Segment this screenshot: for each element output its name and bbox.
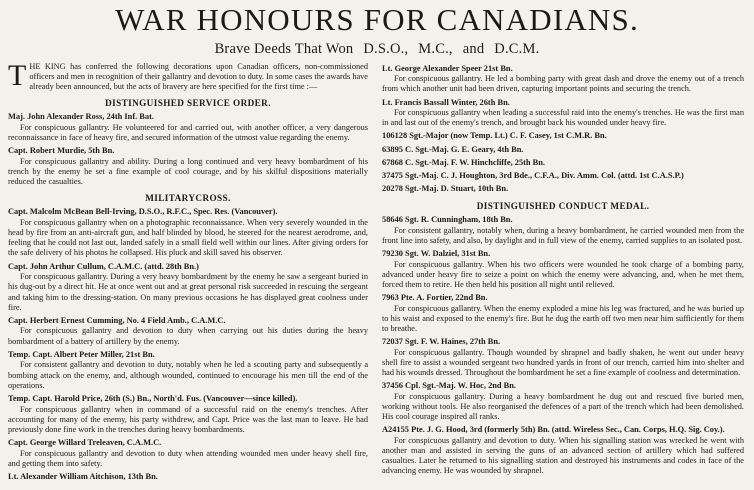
- entry-name: 37456 Cpl. Sgt.-Maj. W. Hoc, 2nd Bn.: [382, 381, 517, 391]
- entry-body: For conspicuous gallantry and ability. During a long continued and very heavy bombardment of his trench by the enemy he set a fine example of cool courage, and by his skilful dispositions materially reduced the casualties.: [8, 156, 368, 187]
- entry-body: For conspicuous gallantry. He led a bombing party with great dash and drove the enemy out of a trench from which another unit had been driven, capturing important points and securing the trench.: [382, 74, 744, 94]
- subhead-part-4: and: [462, 40, 485, 57]
- entry-body: For conspicuous gallantry when in command of a successful raid on the enemy's trenches. After accounting for many of the enemy, his party withdrew, and Capt. Price was the last man to leave. He had previously done fine work in the trenches during heavy bombardments.: [8, 404, 368, 434]
- entry-name: Capt. Robert Murdie, 5th Bn.: [8, 146, 115, 156]
- entry-name: Capt. Herbert Ernest Cumming, No. 4 Field Amb., C.A.M.C.: [8, 315, 226, 325]
- entry-name: 106128 Sgt.-Major (now Temp. Lt.) C. F. Casey, 1st C.M.R. Bn.: [382, 131, 607, 141]
- entry-body: For conspicuous gallantry and devotion to duty when carrying out his duties during the heavy bombardment of a battery of artillery by the enemy.: [8, 326, 368, 346]
- section-heading-dcm: DISTINGUISHED CONDUCT MEDAL.: [476, 200, 650, 211]
- entry-name: Temp. Capt. Harold Price, 26th (S.) Bn., North'd. Fus. (Vancouver—since killed).: [8, 393, 298, 403]
- entry-name: 37475 Sgt.-Maj. C. J. Houghton, 3rd Bde., C.F.A., Div. Amm. Col. (attd. 1st C.A.S.P.): [382, 171, 684, 181]
- entry-name: 7963 Pte. A. Fortier, 22nd Bn.: [382, 293, 488, 302]
- column-left: [8, 58, 368, 483]
- entry-name: Capt. Malcolm McBean Bell-Irving, D.S.O., R.F.C., Spec. Res. (Vancouver).: [8, 207, 278, 217]
- drop-cap: T: [8, 58, 27, 92]
- entry-body: For conspicuous gallantry when on a photographic reconnaissance. When very severely wounded in the head by fire from an anti-aircraft gun, and half blinded by blood, he steered for the nearest aerodrome, and, feeling that he could not last out, landed safely in a small field well within our lines. After giving orders for the safe delivery of his photos he collapsed. His pluck and skill saved his observer.: [8, 218, 368, 258]
- entry-body: For conspicuous gallantry. During a very heavy bombardment by the enemy he saw a sergeant buried in his dug-out by a direct hit. He at once went out and at great personal risk succeeded in rescuing the sergeant and taking him to the dressing-station. On many previous occasions he has displayed great coolness under fire.: [8, 272, 368, 312]
- entry-body: For consistent gallantry and devotion to duty, notably when he led a scouting party and subsequently a bombing attack on the enemy, and, although wounded, continued to encourage his men till the end of the operations.: [8, 360, 368, 390]
- page-headline: WAR HONOURS FOR CANADIANS.: [115, 2, 639, 37]
- entry-name: Maj. John Alexander Ross, 24th Inf. Bat.: [8, 112, 154, 122]
- entry-body: For conspicuous gallantry. During a heavy bombardment he dug out and rescued five buried men, working without tools. He also reorganised the defences of a part of the trench which had been demolished. His cool courage inspired all ranks.: [382, 391, 744, 422]
- entry-name: 67868 C. Sgt.-Maj. F. W. Hinchcliffe, 25th Bn.: [382, 157, 546, 167]
- entry-name: Lt. Alexander William Aitchison, 13th Bn.: [8, 471, 158, 481]
- entry-name: Temp. Capt. Albert Peter Miller, 21st Bn.: [8, 349, 155, 359]
- subhead-part-2: D.S.O.,: [363, 40, 409, 57]
- entry-name: 20278 Sgt.-Maj. D. Stuart, 10th Bn.: [382, 184, 509, 194]
- entry-name: Capt. John Arthur Cullum, C.A.M.C. (attd. 28th Bn.): [8, 261, 199, 271]
- entry-name: A24155 Pte. J. G. Hood, 3rd (formerly 5th) Bn. (attd. Wireless Sec., Can. Corps, H.Q. Sig. Coy.).: [382, 425, 725, 435]
- column-right: [382, 62, 744, 483]
- entry-name: Capt. George Willard Treleaven, C.A.M.C.: [8, 437, 162, 447]
- section-heading-dso: DISTINGUISHED SERVICE ORDER.: [105, 97, 271, 108]
- page-subheadline: [8, 41, 746, 58]
- entry-body: For conspicuous gallantry. Though wounded by shrapnel and badly shaken, he went out under heavy shell fire to assist a wounded sergeant two hundred yards in front of our trench, carried him into shelter and had his wounds dressed. Throughout the bombardment he set a fine example of coolness and determination.: [382, 347, 744, 378]
- entry-name: Lt. Francis Bassall Winter, 26th Bn.: [382, 97, 510, 107]
- entry-body: For conspicuous gallantry and devotion to duty when attending wounded men under heavy shell fire, and getting them into safety.: [8, 448, 368, 468]
- entry-body: For conspicuous gallantry when leading a successful raid into the enemy's trenches. He was the first man in and last out of the enemy's trench, and brought back his wounded under heavy fire.: [382, 108, 744, 128]
- entry-name: 58646 Sgt. R. Cunningham, 18th Bn.: [382, 214, 513, 224]
- entry-name: Lt. George Alexander Speer 21st Bn.: [382, 63, 513, 73]
- article-columns: [8, 58, 746, 483]
- entry-body: For conspicuous gallantry and devotion to duty. When his signalling station was wrecked he went with another man and assisted in serving the guns of an advanced section of artillery which had suffered casualties. Later he returned to his signalling station and destroyed his instruments and codes in face of the advancing enemy. He was wounded by shrapnel.: [382, 435, 744, 476]
- entry-name: 79230 Sgt. W. Dalziel, 31st Bn.: [382, 248, 491, 258]
- intro-text: HE KING has conferred the following decorations upon Canadian officers, non-commissioned officers and men in recognition of their gallantry and devotion to duty. In some cases the awards have already been announced, but the acts of bravery are here specified for the first time :—: [29, 61, 368, 91]
- entry-name: 72037 Sgt. F. W. Haines, 27th Bn.: [382, 337, 501, 347]
- subhead-part-1: Brave Deeds That Won: [214, 40, 354, 57]
- entry-body: For conspicuous gallantry. He volunteered for and carried out, with another officer, a very dangerous reconnaissance in face of heavy fire, and secured information of the utmost value regarding the enemy.: [8, 122, 368, 142]
- subhead-part-3: M.C.,: [418, 40, 453, 57]
- entry-body: For conspicuous gallantry. When the enemy exploded a mine his leg was fractured, and he was buried up to his waist and exposed to the enemy's fire. But he dug the earth off two men near him sufficiently for them to breathe.: [382, 303, 744, 333]
- subhead-part-5: D.C.M.: [494, 40, 540, 57]
- entry-body: For consistent gallantry, notably when, during a heavy bombardment, he carried wounded men from the front line into safety, and also, by daylight and in full view of the enemy, carried supplies to an isolated post.: [382, 225, 744, 245]
- section-heading-mc: MILITARYCROSS.: [145, 193, 231, 204]
- entry-name: 63895 C. Sgt.-Maj. G. E. Geary, 4th Bn.: [382, 144, 524, 154]
- entry-body: For conspicuous gallantry. When his two officers were wounded he took charge of a bombing party, advanced under heavy fire to seize a point on which the enemy were advancing, and, when he met them, forced them to retire. He then held his position all night until relieved.: [382, 259, 744, 289]
- intro-paragraph: [8, 58, 368, 92]
